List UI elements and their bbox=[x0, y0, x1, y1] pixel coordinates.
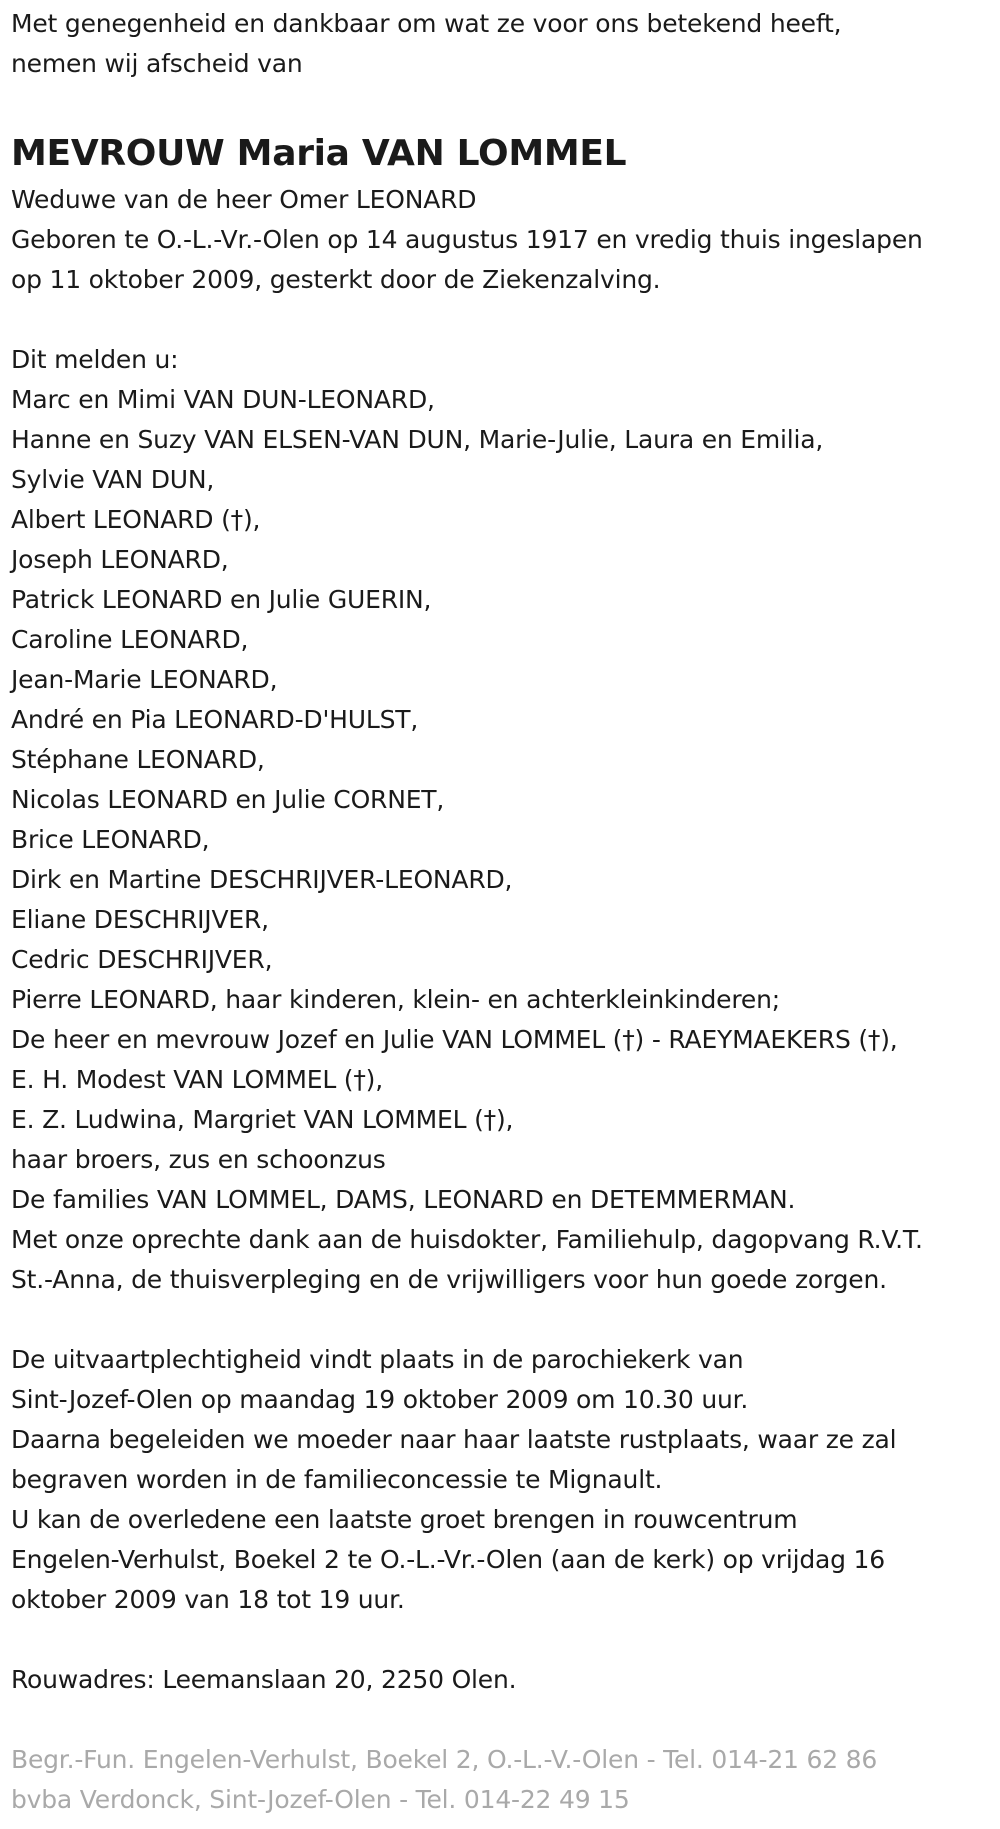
announcer-line: Eliane DESCHRIJVER, bbox=[11, 905, 269, 934]
announcers-section bbox=[11, 340, 996, 1300]
announcer-line: Stéphane LEONARD, bbox=[11, 745, 265, 774]
announcer-line: Marc en Mimi VAN DUN-LEONARD, bbox=[11, 385, 435, 414]
announcer-line: Brice LEONARD, bbox=[11, 825, 210, 854]
ceremony-line: Daarna begeleiden we moeder naar haar laatste rustplaats, waar ze zal bbox=[11, 1425, 897, 1454]
announcer-line: Dirk en Martine DESCHRIJVER-LEONARD, bbox=[11, 865, 513, 894]
announcer-line: Caroline LEONARD, bbox=[11, 625, 249, 654]
bio-line: Weduwe van de heer Omer LEONARD bbox=[11, 185, 477, 214]
announcer-line: André en Pia LEONARD-D'HULST, bbox=[11, 705, 419, 734]
announcer-line: Nicolas LEONARD en Julie CORNET, bbox=[11, 785, 445, 814]
ceremony-line: Sint-Jozef-Olen op maandag 19 oktober 2009 om 10.30 uur. bbox=[11, 1385, 749, 1414]
announcer-line: Sylvie VAN DUN, bbox=[11, 465, 215, 494]
ceremony-section bbox=[11, 1340, 996, 1620]
ceremony-line: U kan de overledene een laatste groet brengen in rouwcentrum bbox=[11, 1505, 798, 1534]
announcer-line: St.-Anna, de thuisverpleging en de vrijwilligers voor hun goede zorgen. bbox=[11, 1265, 887, 1294]
obituary-notice bbox=[11, 0, 996, 1820]
bio-line: Geboren te O.-L.-Vr.-Olen op 14 augustus 1917 en vredig thuis ingeslapen bbox=[11, 225, 923, 254]
announcer-line: Jean-Marie LEONARD, bbox=[11, 665, 278, 694]
intro-text bbox=[11, 4, 996, 84]
bio-line: op 11 oktober 2009, gesterkt door de Ziekenzalving. bbox=[11, 265, 661, 294]
announcer-line: Patrick LEONARD en Julie GUERIN, bbox=[11, 585, 432, 614]
ceremony-line: oktober 2009 van 18 tot 19 uur. bbox=[11, 1585, 405, 1614]
announcer-line: De families VAN LOMMEL, DAMS, LEONARD en DETEMMERMAN. bbox=[11, 1185, 796, 1214]
ceremony-line: Engelen-Verhulst, Boekel 2 te O.-L.-Vr.-Olen (aan de kerk) op vrijdag 16 bbox=[11, 1545, 885, 1574]
announcer-line: De heer en mevrouw Jozef en Julie VAN LOMMEL (†) - RAEYMAEKERS (†), bbox=[11, 1025, 898, 1054]
announcer-line: Cedric DESCHRIJVER, bbox=[11, 945, 273, 974]
bio-text bbox=[11, 180, 996, 300]
announcer-line: Joseph LEONARD, bbox=[11, 545, 229, 574]
funeral-home-footer bbox=[11, 1740, 996, 1820]
announcer-line: E. Z. Ludwina, Margriet VAN LOMMEL (†), bbox=[11, 1105, 514, 1134]
intro-line: Met genegenheid en dankbaar om wat ze voor ons betekend heeft, bbox=[11, 9, 842, 38]
ceremony-line: De uitvaartplechtigheid vindt plaats in de parochiekerk van bbox=[11, 1345, 744, 1374]
announcer-line: Pierre LEONARD, haar kinderen, klein- en achterkleinkinderen; bbox=[11, 985, 780, 1014]
intro-line: nemen wij afscheid van bbox=[11, 49, 303, 78]
announcer-line: haar broers, zus en schoonzus bbox=[11, 1145, 386, 1174]
announcer-line: E. H. Modest VAN LOMMEL (†), bbox=[11, 1065, 383, 1094]
announcer-line: Hanne en Suzy VAN ELSEN-VAN DUN, Marie-Julie, Laura en Emilia, bbox=[11, 425, 824, 454]
deceased-name: MEVROUW Maria VAN LOMMEL bbox=[11, 133, 627, 174]
ceremony-line: begraven worden in de familieconcessie te Mignault. bbox=[11, 1465, 663, 1494]
announcer-line: Albert LEONARD (†), bbox=[11, 505, 261, 534]
announcer-line: Met onze oprechte dank aan de huisdokter, Familiehulp, dagopvang R.V.T. bbox=[11, 1225, 923, 1254]
mourning-address: Rouwadres: Leemanslaan 20, 2250 Olen. bbox=[11, 1665, 517, 1694]
footer-line: bvba Verdonck, Sint-Jozef-Olen - Tel. 014-22 49 15 bbox=[11, 1785, 630, 1814]
footer-line: Begr.-Fun. Engelen-Verhulst, Boekel 2, O.-L.-V.-Olen - Tel. 014-21 62 86 bbox=[11, 1745, 878, 1774]
announcers-intro: Dit melden u: bbox=[11, 345, 179, 374]
